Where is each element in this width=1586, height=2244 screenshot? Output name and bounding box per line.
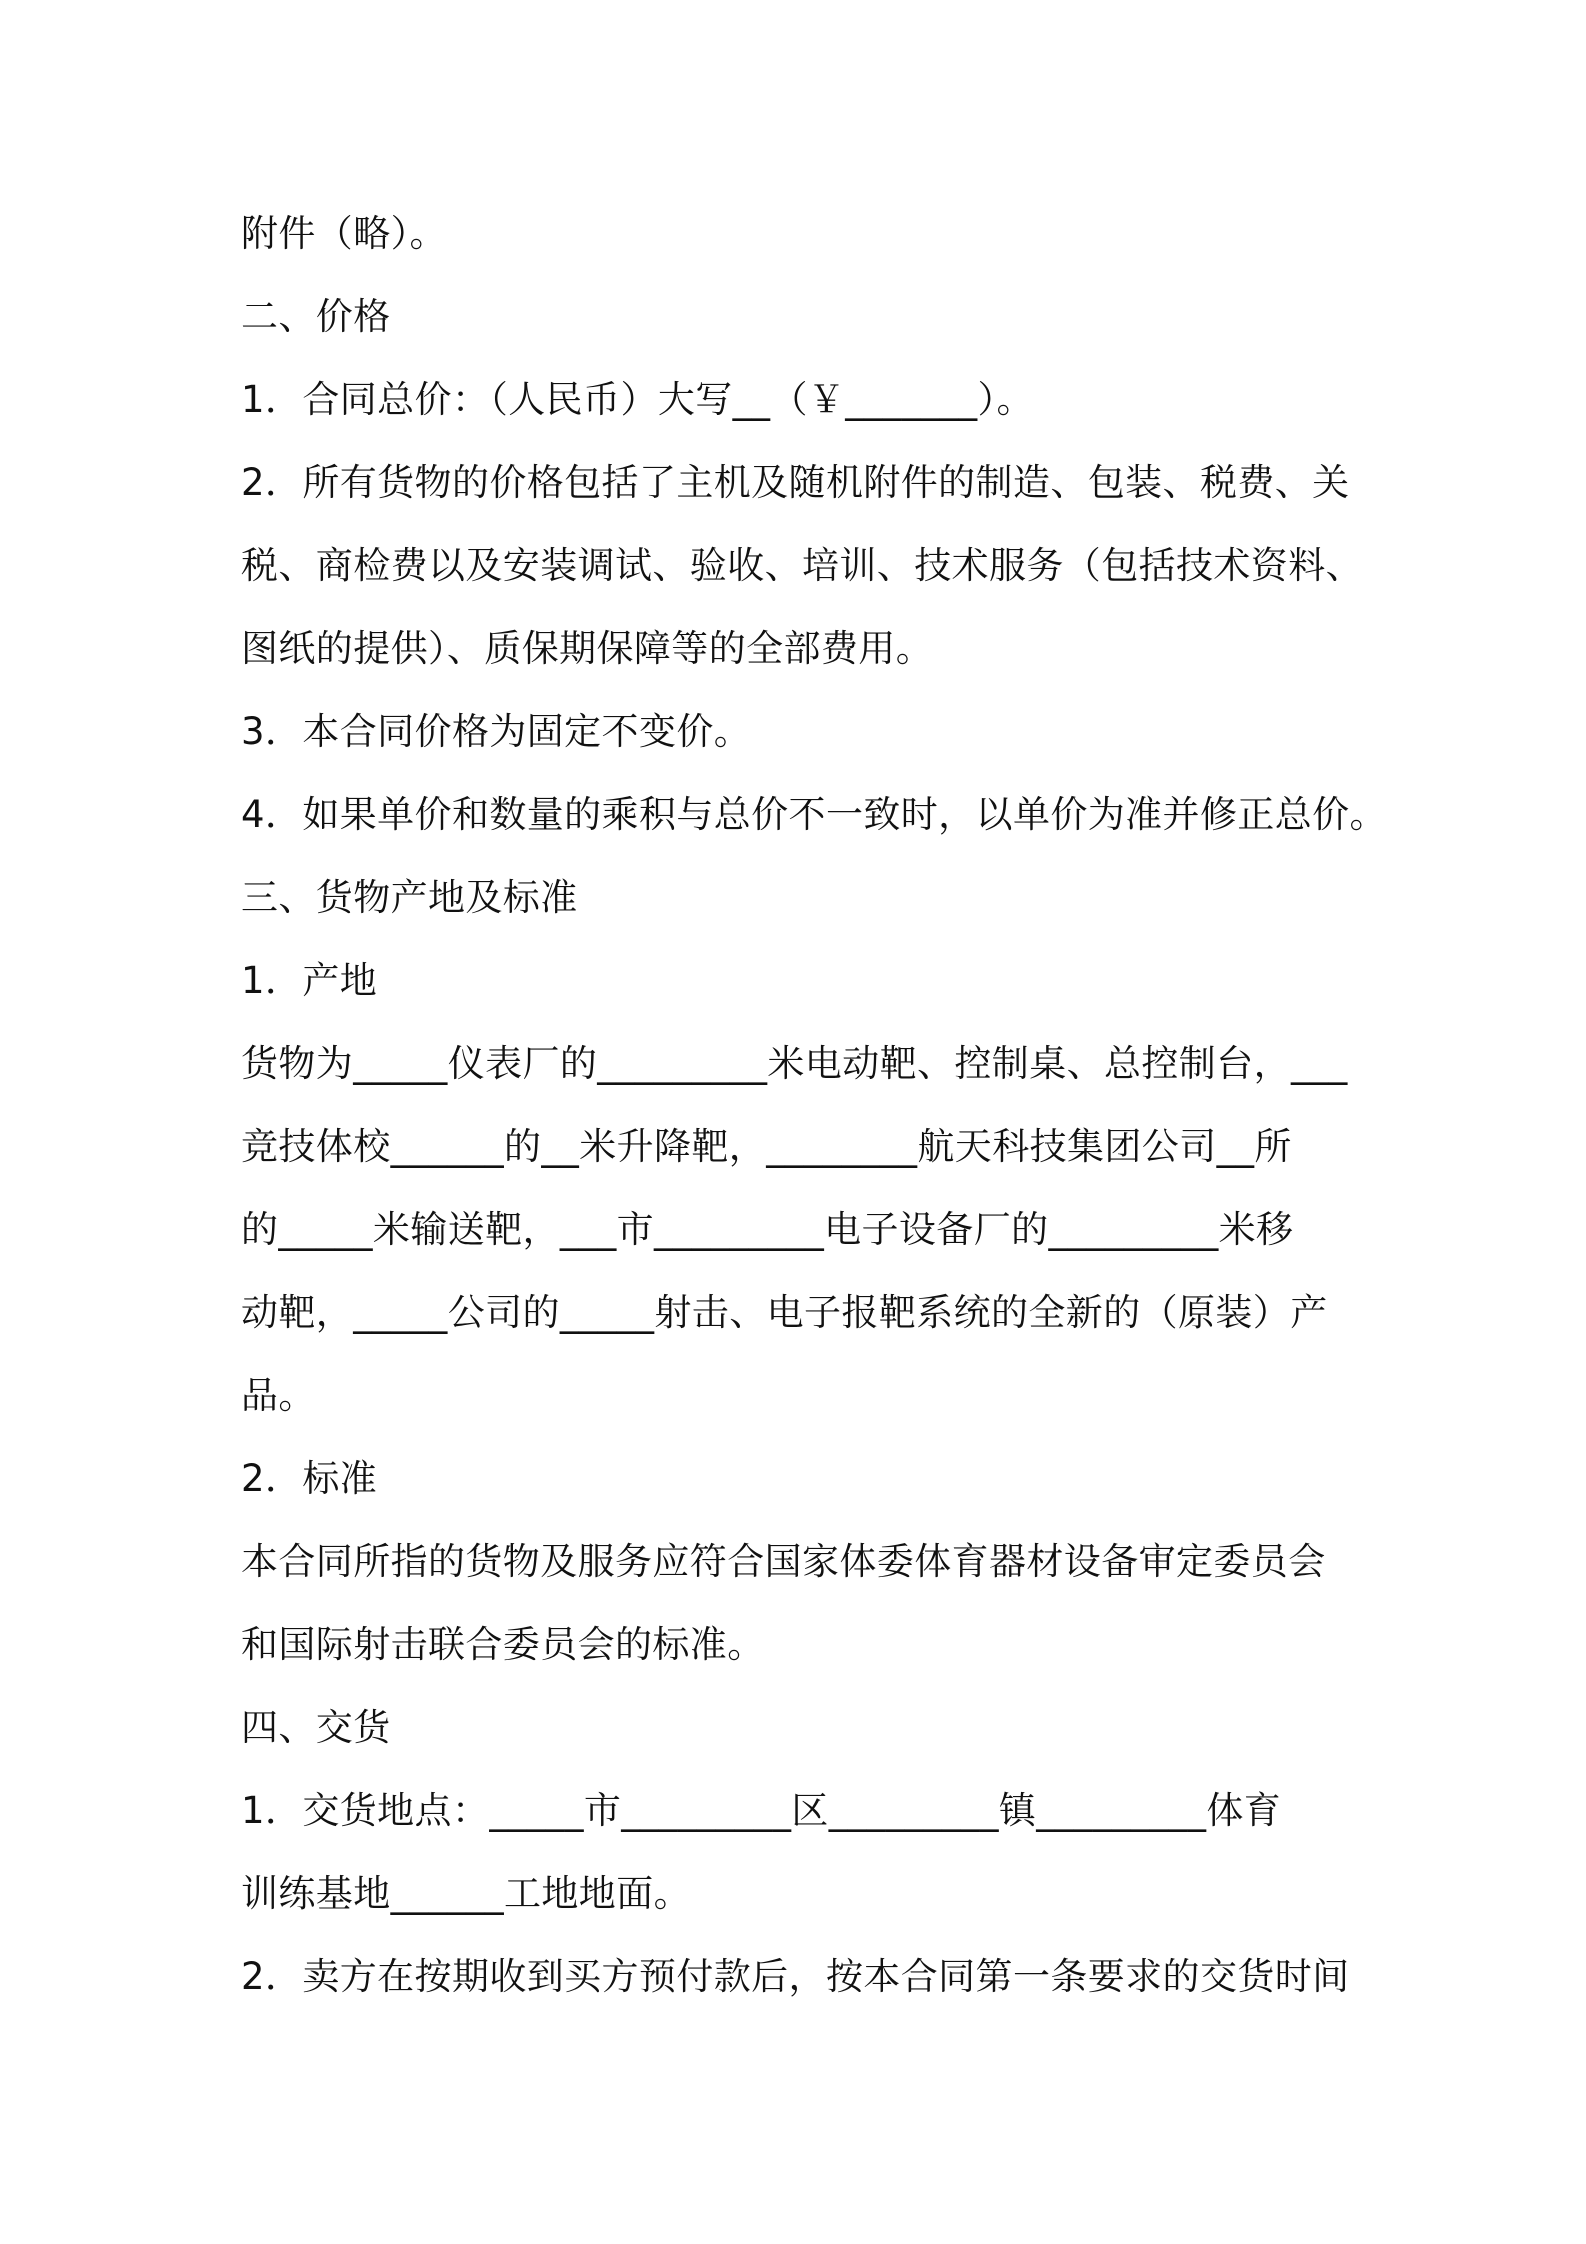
- text-line: 图纸的提供）、质保期保障等的全部费用。: [241, 627, 934, 670]
- text-line: 的_____米输送靶，___市_________电子设备厂的_________米移: [241, 1208, 1294, 1251]
- text-line: 训练基地______工地地面。: [241, 1872, 691, 1915]
- section-heading: 四、交货: [241, 1706, 391, 1749]
- text-line: 货物为_____仪表厂的_________米电动靶、控制桌、总控制台，___: [241, 1042, 1348, 1085]
- text-line: 2．所有货物的价格包括了主机及随机附件的制造、包装、税费、关: [241, 461, 1350, 504]
- section-heading: 三、货物产地及标准: [241, 876, 578, 919]
- subsection-heading: 2．标准: [241, 1457, 378, 1500]
- text-line: 动靶，_____公司的_____射击、电子报靶系统的全新的（原装）产: [241, 1291, 1328, 1334]
- section-heading: 二、价格: [241, 295, 391, 338]
- text-line: 竞技体校______的__米升降靶，________航天科技集团公司__所: [241, 1125, 1292, 1168]
- subsection-heading: 1．产地: [241, 959, 378, 1002]
- text-line: 和国际射击联合委员会的标准。: [241, 1623, 765, 1666]
- text-line: 本合同所指的货物及服务应符合国家体委体育器材设备审定委员会: [241, 1540, 1326, 1583]
- document-body: [241, 192, 1387, 2018]
- text-line: 2．卖方在按期收到买方预付款后，按本合同第一条要求的交货时间: [241, 1955, 1350, 1998]
- text-line: 4．如果单价和数量的乘积与总价不一致时，以单价为准并修正总价。: [241, 793, 1387, 836]
- text-line: 3．本合同价格为固定不变价。: [241, 710, 752, 753]
- text-line: 税、商检费以及安装调试、验收、培训、技术服务（包括技术资料、: [241, 544, 1363, 587]
- text-line: 1．合同总价：（人民币）大写__（￥_______）。: [241, 378, 1034, 421]
- text-line: 1．交货地点：_____市_________区_________镇_________体育: [241, 1789, 1282, 1832]
- text-line: 品。: [241, 1374, 316, 1417]
- text-line: 附件（略）。: [241, 212, 447, 255]
